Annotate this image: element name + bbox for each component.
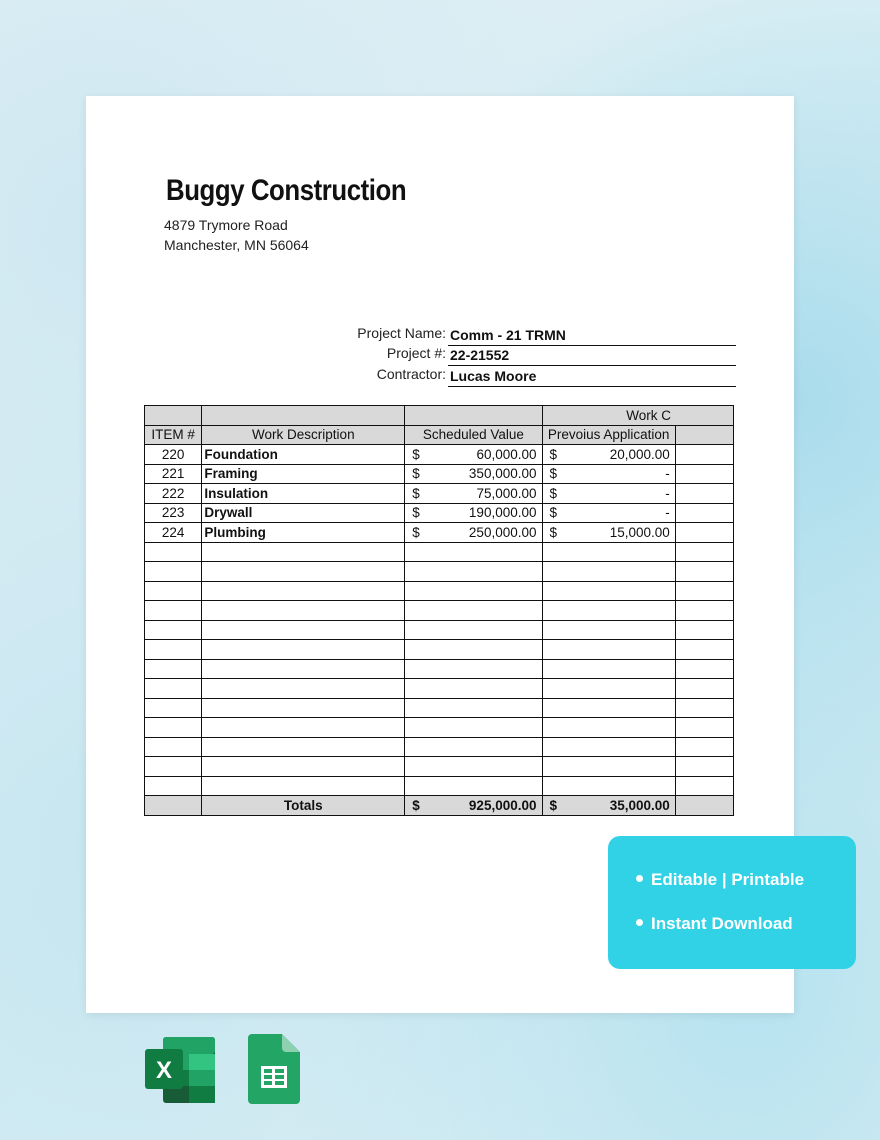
previous-application-value: - bbox=[665, 485, 670, 501]
empty-row bbox=[145, 601, 734, 621]
empty-row bbox=[145, 542, 734, 562]
previous-application-value: - bbox=[665, 505, 670, 521]
previous-application-cell bbox=[542, 503, 675, 523]
table-row bbox=[145, 523, 734, 543]
table-row bbox=[145, 464, 734, 484]
empty-row bbox=[145, 562, 734, 582]
previous-application-cell bbox=[542, 484, 675, 504]
scheduled-value-cell bbox=[405, 445, 542, 465]
google-sheets-icon[interactable] bbox=[248, 1034, 300, 1104]
item-number: 223 bbox=[145, 503, 202, 523]
total-previous-cell bbox=[542, 796, 675, 816]
total-previous-value: 35,000.00 bbox=[609, 797, 670, 813]
previous-application-cell bbox=[542, 464, 675, 484]
currency-symbol: $ bbox=[549, 485, 558, 501]
empty-row bbox=[145, 698, 734, 718]
currency-symbol: $ bbox=[549, 505, 558, 521]
contractor-label: Contractor: bbox=[376, 366, 446, 382]
empty-row bbox=[145, 640, 734, 660]
empty-row bbox=[145, 776, 734, 796]
project-name-label: Project Name: bbox=[357, 325, 446, 341]
currency-symbol: $ bbox=[412, 485, 420, 501]
feature-badge bbox=[608, 836, 856, 969]
empty-row bbox=[145, 620, 734, 640]
empty-row bbox=[145, 718, 734, 738]
header-item: ITEM # bbox=[145, 425, 202, 445]
table-row bbox=[145, 503, 734, 523]
project-number-value: 22-21552 bbox=[448, 346, 736, 366]
address-line-1: 4879 Trymore Road bbox=[164, 217, 288, 233]
scheduled-value: 350,000.00 bbox=[468, 466, 537, 482]
header-work-description: Work Description bbox=[202, 425, 405, 445]
empty-row bbox=[145, 581, 734, 601]
scheduled-value-cell bbox=[405, 523, 542, 543]
excel-letter: X bbox=[155, 1057, 173, 1084]
header-scheduled-value: Scheduled Value bbox=[405, 425, 542, 445]
empty-row bbox=[145, 737, 734, 757]
total-scheduled-cell bbox=[405, 796, 542, 816]
column-header-row bbox=[145, 425, 734, 445]
project-name-value: Comm - 21 TRMN bbox=[448, 326, 736, 346]
table-row bbox=[145, 445, 734, 465]
previous-application-cell bbox=[542, 523, 675, 543]
schedule-table-wrapper bbox=[144, 405, 734, 816]
group-header-row bbox=[145, 406, 734, 426]
scheduled-value: 250,000.00 bbox=[468, 524, 537, 540]
scheduled-value: 60,000.00 bbox=[476, 446, 537, 462]
address-line-2: Manchester, MN 56064 bbox=[164, 237, 309, 253]
previous-application-value: - bbox=[665, 466, 670, 482]
currency-symbol: $ bbox=[549, 446, 558, 462]
currency-symbol: $ bbox=[549, 524, 558, 540]
work-description: Drywall bbox=[202, 503, 405, 523]
work-description: Framing bbox=[202, 464, 405, 484]
work-description: Insulation bbox=[202, 484, 405, 504]
excel-icon[interactable] bbox=[145, 1037, 215, 1103]
scheduled-value-cell bbox=[405, 484, 542, 504]
table-row bbox=[145, 484, 734, 504]
item-number: 221 bbox=[145, 464, 202, 484]
currency-symbol: $ bbox=[549, 797, 558, 813]
previous-application-value: 15,000.00 bbox=[609, 524, 670, 540]
previous-application-cell bbox=[542, 445, 675, 465]
scheduled-value: 75,000.00 bbox=[476, 485, 537, 501]
project-number-label: Project #: bbox=[386, 345, 446, 361]
header-previous-application: Prevoius Application bbox=[542, 425, 675, 445]
bullet-icon bbox=[636, 875, 643, 882]
work-description: Plumbing bbox=[202, 523, 405, 543]
previous-application-value: 20,000.00 bbox=[609, 446, 670, 462]
empty-row bbox=[145, 659, 734, 679]
currency-symbol: $ bbox=[549, 466, 558, 482]
badge-line-download: Instant Download bbox=[651, 914, 793, 933]
bullet-icon bbox=[636, 919, 643, 926]
item-number: 224 bbox=[145, 523, 202, 543]
empty-row bbox=[145, 757, 734, 777]
work-description: Foundation bbox=[202, 445, 405, 465]
total-scheduled-value: 925,000.00 bbox=[468, 797, 537, 813]
schedule-of-values-table bbox=[144, 405, 734, 816]
badge-line-editable: Editable | Printable bbox=[651, 870, 805, 889]
contractor-value: Lucas Moore bbox=[448, 367, 736, 387]
currency-symbol: $ bbox=[412, 466, 420, 482]
item-number: 222 bbox=[145, 484, 202, 504]
work-completed-group-header: Work C bbox=[542, 406, 734, 426]
currency-symbol: $ bbox=[412, 505, 420, 521]
scheduled-value-cell bbox=[405, 503, 542, 523]
empty-row bbox=[145, 679, 734, 699]
item-number: 220 bbox=[145, 445, 202, 465]
currency-symbol: $ bbox=[412, 446, 420, 462]
currency-symbol: $ bbox=[412, 524, 420, 540]
scheduled-value-cell bbox=[405, 464, 542, 484]
totals-label: Totals bbox=[202, 796, 405, 816]
company-name: Buggy Construction bbox=[166, 174, 407, 207]
scheduled-value: 190,000.00 bbox=[468, 505, 537, 521]
totals-row bbox=[145, 796, 734, 816]
currency-symbol: $ bbox=[412, 797, 420, 813]
